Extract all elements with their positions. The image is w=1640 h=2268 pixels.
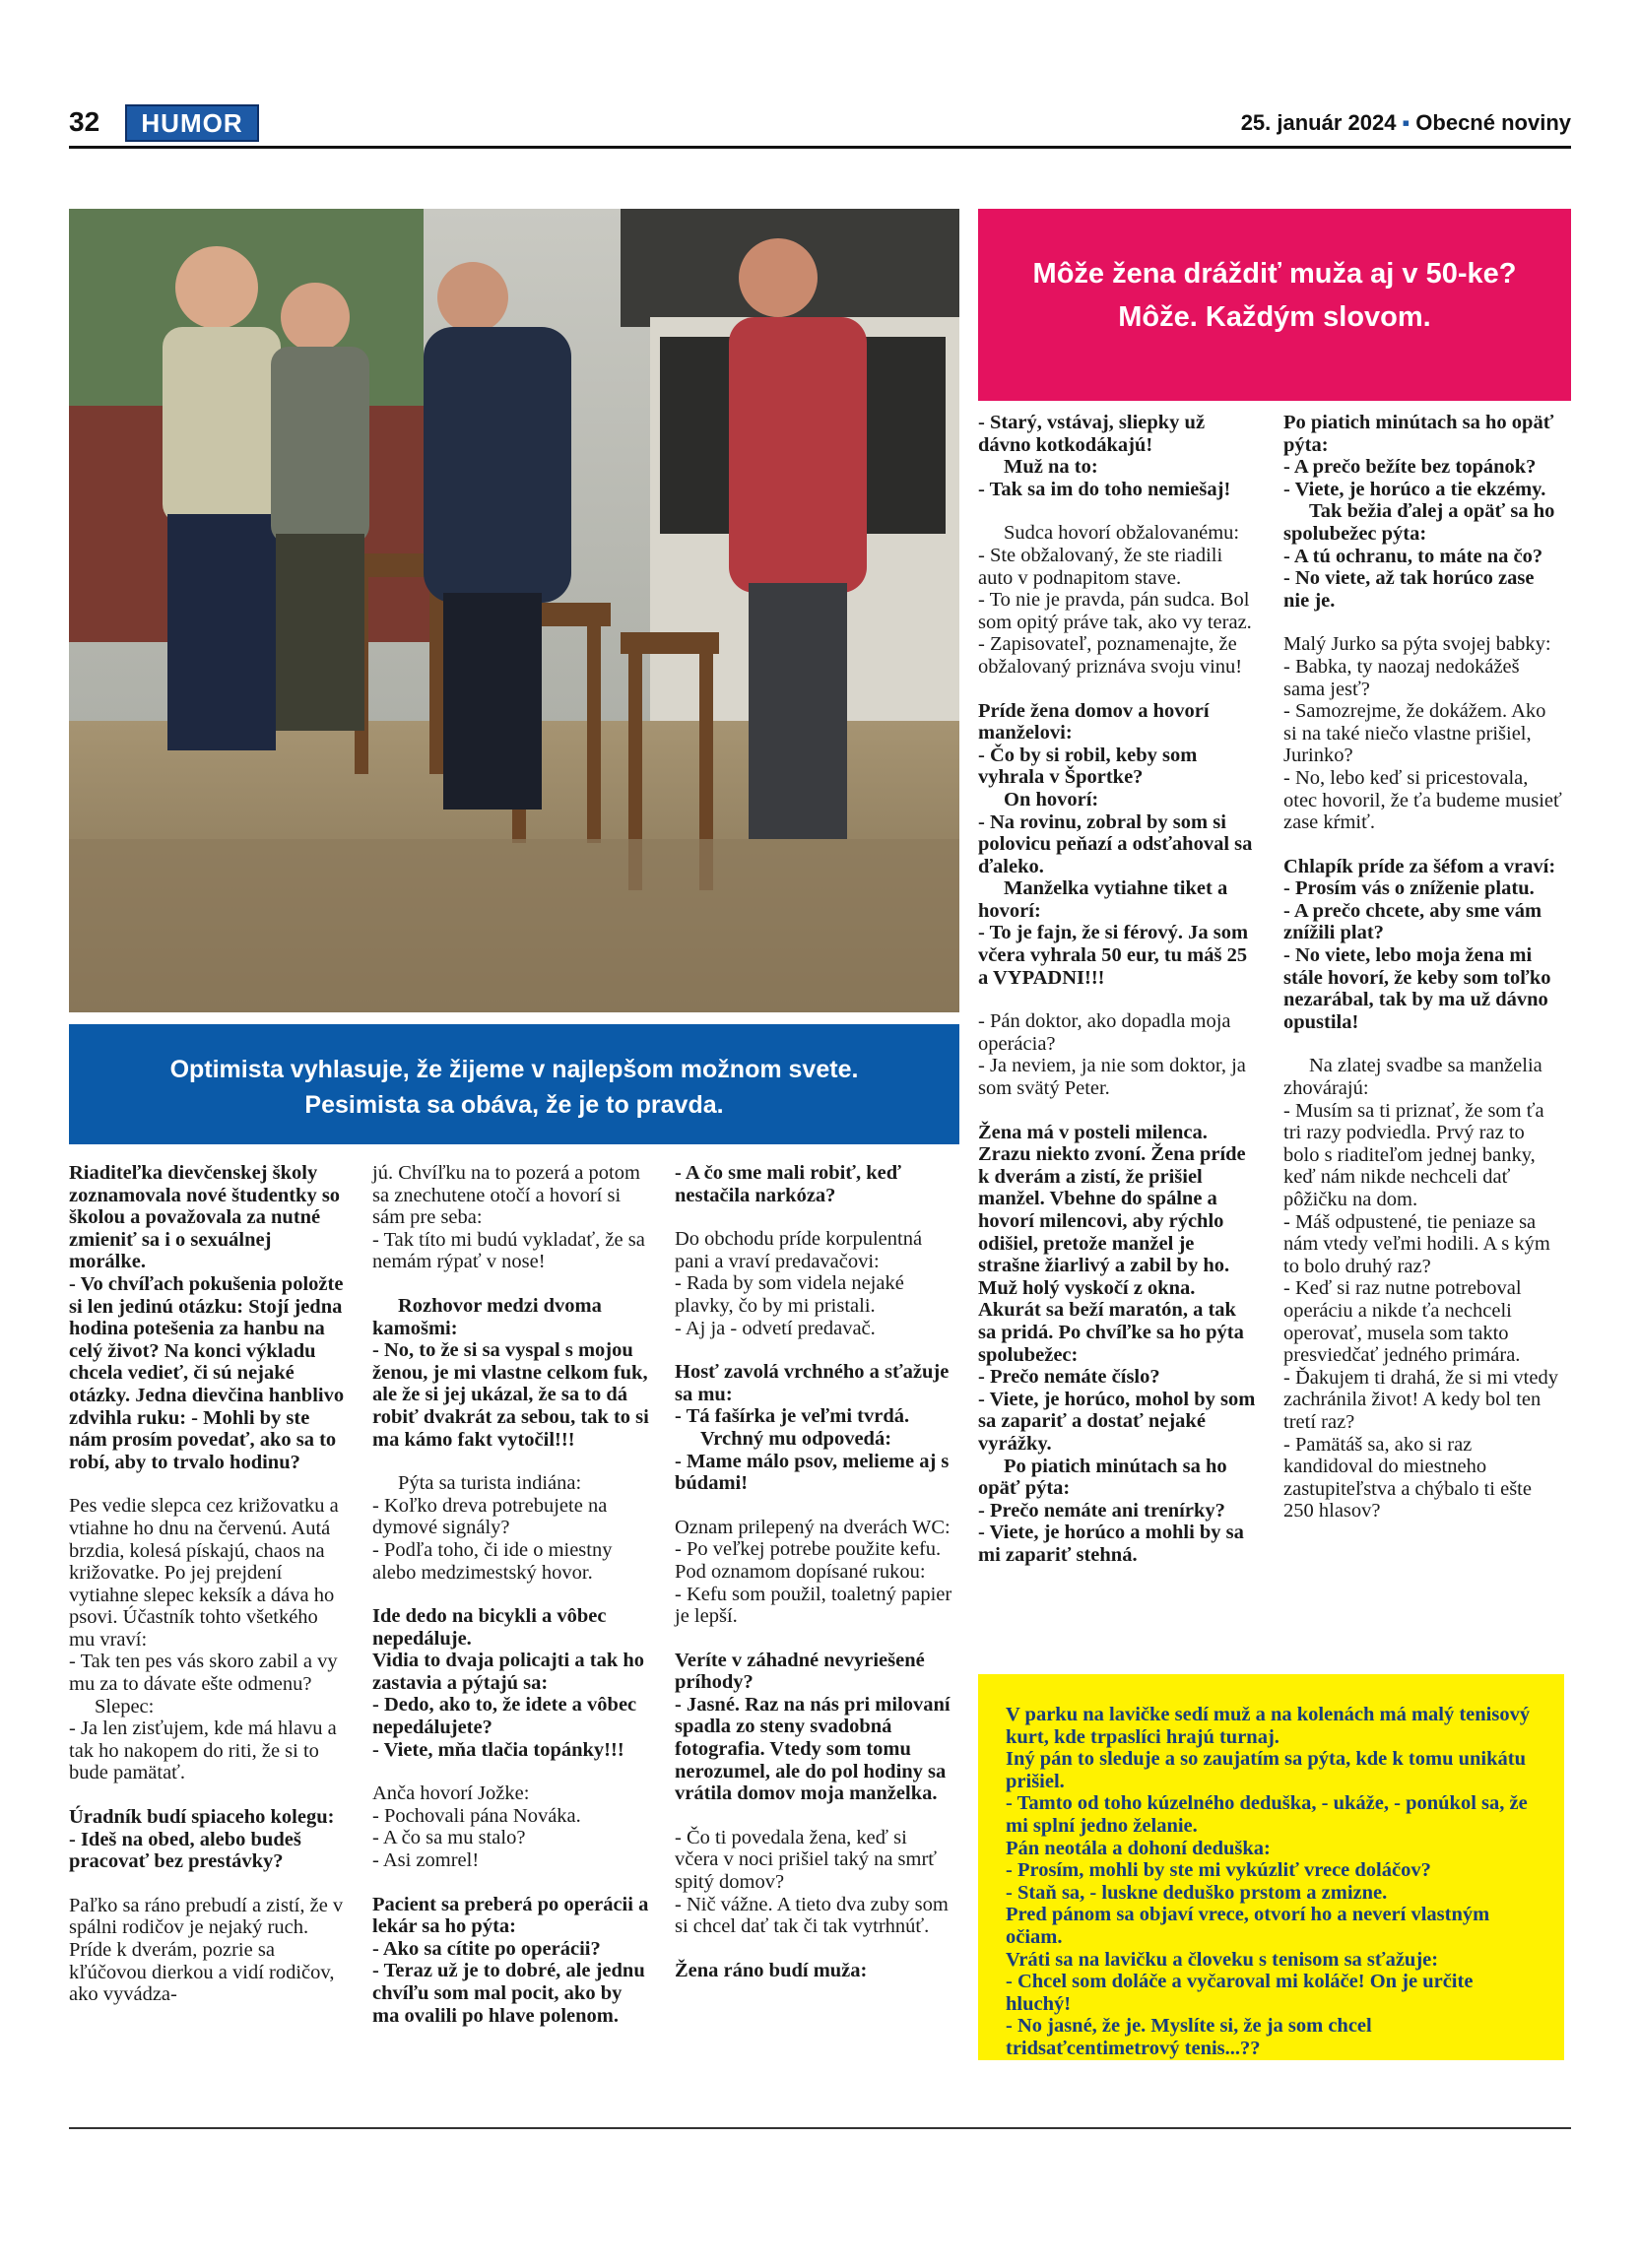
joke-paragraph: - Ako sa cítite po operácii?: [372, 1937, 601, 1960]
joke-paragraph: - Dedo, ako to, že idete a vôbec nepedálujete?: [372, 1694, 637, 1739]
joke-paragraph: - Chcel som doláče a vyčaroval mi koláče! On je určite hluchý!: [1006, 1971, 1474, 2015]
joke-paragraph: Žena má v posteli milenca. Zrazu niekto zvoní. Žena príde k dverám a zistí, že prišiel manžel. Vbehne do spálne a hovorí milencovi, aby rýchlo odišiel, pretože manžel je strašne žiarlivý a zabil by ho. Muž holý vyskočí z okna. Akurát sa beží maratón, a tak sa pridá. Po chvíľke sa ho pýta spolubežec:: [978, 1121, 1246, 1366]
joke-paragraph: - Staň sa, - luskne deduško prstom a zmizne.: [1006, 1881, 1388, 1904]
joke-paragraph: - Keď si raz nutne potreboval operáciu a nikde ťa nechceli operovať, musela som takto presviedčať jedného primára.: [1283, 1277, 1522, 1367]
joke-paragraph: - Ďakujem ti drahá, že si mi vtedy zachránila život! A kedy bol ten tretí raz?: [1283, 1366, 1558, 1433]
joke-paragraph: - Tak ten pes vás skoro zabil a vy mu za to dávate ešte odmenu?: [69, 1651, 338, 1696]
joke-paragraph: - Tak sa im do toho nemiešaj!: [978, 478, 1231, 500]
joke-paragraph: - A prečo chcete, aby sme vám znížili plat?: [1283, 899, 1542, 944]
joke-paragraph: Po piatich minútach sa ho opäť pýta:: [978, 1455, 1227, 1500]
paragraph-gap: [978, 500, 1257, 522]
joke-paragraph: - No, lebo keď si pricestovala, otec hovoril, že ťa budeme musieť zase kŕmiť.: [1283, 766, 1562, 834]
page-number: 32: [69, 106, 100, 137]
paragraph-gap: [675, 1628, 953, 1650]
joke-paragraph: Rozhovor medzi dvoma kamošmi:: [372, 1294, 602, 1339]
joke-paragraph: - A tú ochranu, to máte na čo?: [1283, 545, 1543, 567]
joke-paragraph: - No, to že si sa vyspal s mojou ženou, je mi vlastne celkom fuk, ale že si jej ukázal, že sa to dá robiť dvakrát za sebou, tak to si ma kámo fakt vytočil!!!: [372, 1339, 649, 1451]
joke-paragraph: Anča hovorí Jožke:: [372, 1782, 530, 1805]
joke-paragraph: - To nie je pravda, pán sudca. Bol som opitý práve tak, ako vy teraz.: [978, 589, 1252, 633]
paragraph-gap: [69, 1784, 348, 1806]
joke-paragraph: - Viete, je horúco a mohli by sa mi zapariť stehná.: [978, 1522, 1244, 1566]
paragraph-gap: [675, 1495, 953, 1517]
joke-paragraph: Iný pán to sleduje a so zaujatím sa pýta, kde k tomu unikátu prišiel.: [1006, 1748, 1526, 1792]
paragraph-gap: [372, 1584, 651, 1605]
paragraph-gap: [69, 1473, 348, 1495]
joke-paragraph: Paľko sa ráno prebudí a zistí, že v spálni rodičov je nejaký ruch. Príde k dverám, pozrie sa kľúčovou dierkou a vidí rodičov, ako vyvádza-: [69, 1894, 344, 2006]
joke-paragraph: Tak bežia ďalej a opäť sa ho spolubežec pýta:: [1283, 500, 1555, 545]
paragraph-gap: [978, 1100, 1257, 1122]
publication-name: Obecné noviny: [1415, 110, 1571, 135]
joke-paragraph: - Pán doktor, ako dopadla moja operácia?: [978, 1010, 1231, 1055]
text-column-2: [372, 1162, 651, 2027]
joke-paragraph: Pán neotála a dohoní deduška:: [1006, 1837, 1271, 1859]
flood-bar-photo: [69, 209, 959, 1012]
masthead-info: [1241, 110, 1571, 136]
joke-paragraph: Ide dedo na bicykli a vôbec nepedáluje.: [372, 1605, 607, 1650]
optimist-line: Optimista vyhlasuje, že žijeme v najlepšom možnom svete.: [169, 1056, 859, 1083]
joke-paragraph: - Pamätáš sa, ako si raz kandidoval do miestneho zastupiteľstva a chýbalo ti ešte 250 hlasov?: [1283, 1433, 1532, 1523]
joke-paragraph: V parku na lavičke sedí muž a na kolenách má malý tenisový kurt, kde trpaslíci hrajú turnaj.: [1006, 1704, 1531, 1748]
optimist-caption-box: [69, 1024, 959, 1144]
joke-paragraph: - Prečo nemáte ani trenírky?: [978, 1499, 1225, 1522]
photo-illustration-icon: [69, 209, 959, 1012]
paragraph-gap: [372, 1761, 651, 1782]
joke-paragraph: Úradník budí spiaceho kolegu:: [69, 1806, 335, 1829]
paragraph-gap: [978, 679, 1257, 700]
joke-paragraph: Vrchný mu odpovedá:: [700, 1427, 892, 1450]
paragraph-gap: [675, 1938, 953, 1960]
joke-paragraph: - Zapisovateľ, poznamenajte, že obžalovaný priznáva svoju vinu!: [978, 633, 1243, 678]
joke-paragraph: jú. Chvíľku na to pozerá a potom sa znechutene otočí a hovorí si sám pre seba:: [372, 1162, 640, 1229]
joke-paragraph: Chlapík príde za šéfom a vraví:: [1283, 855, 1556, 877]
joke-paragraph: Riaditeľka dievčenskej školy zoznamovala nové študentky so školou a považovala za nutné zmieniť sa i o sexuálnej morálke.: [69, 1162, 341, 1273]
joke-paragraph: Na zlatej svadbe sa manželia zhovárajú:: [1283, 1055, 1542, 1100]
joke-paragraph: - Viete, je horúco, mohol by som sa zapariť a dostať nejaké vyrážky.: [978, 1388, 1256, 1455]
joke-paragraph: - Teraz už je to dobré, ale jednu chvíľu som mal pocit, ako by ma ovalili po hlave polenom.: [372, 1960, 645, 2027]
text-column-3: [675, 1162, 953, 1981]
headline-joke-box: [978, 209, 1571, 401]
joke-paragraph: - Pochovali pána Nováka.: [372, 1804, 581, 1827]
paragraph-gap: [675, 1339, 953, 1361]
headline-answer: Môže. Každým slovom.: [1118, 301, 1431, 333]
text-column-1: [69, 1162, 348, 2006]
joke-paragraph: - Po veľkej potrebe použite kefu.: [675, 1538, 942, 1561]
joke-paragraph: - Koľko dreva potrebujete na dymové signály?: [372, 1494, 608, 1539]
joke-paragraph: Pacient sa preberá po operácii a lekár sa ho pýta:: [372, 1893, 649, 1938]
joke-paragraph: Oznam prilepený na dverách WC:: [675, 1516, 951, 1538]
paragraph-gap: [675, 1206, 953, 1228]
text-column-5: [1283, 412, 1562, 1523]
joke-paragraph: Pred pánom sa objaví vrece, otvorí ho a neverí vlastným očiam.: [1006, 1904, 1490, 1948]
joke-paragraph: - Musím sa ti priznať, že som ťa tri razy podviedla. Prvý raz to bolo s riaditeľom jednej banky, keď nám nikde nechceli dať pôžičku na dom.: [1283, 1099, 1544, 1210]
issue-date: 25. január 2024: [1240, 110, 1397, 135]
joke-paragraph: - Starý, vstávaj, sliepky už dávno kotkodákajú!: [978, 412, 1206, 456]
joke-paragraph: - Tá fašírka je veľmi tvrdá.: [675, 1405, 910, 1428]
joke-paragraph: Vidia to dvaja policajti a tak ho zastavia a pýtajú sa:: [372, 1650, 645, 1694]
joke-paragraph: - Na rovinu, zobral by som si polovicu peňazí a odsťahoval sa ďaleko.: [978, 810, 1253, 877]
joke-paragraph: Muž na to:: [1004, 456, 1098, 479]
joke-paragraph: - Kefu som použil, toaletný papier je lepší.: [675, 1583, 952, 1628]
joke-paragraph: - Jasné. Raz na nás pri milovaní spadla zo steny svadobná fotografia. Vtedy som tomu nerozumel, ale do pol hodiny sa vrátila domov moja manželka.: [675, 1693, 951, 1805]
joke-paragraph: - Čo by si robil, keby som vyhrala v Športke?: [978, 744, 1198, 789]
joke-paragraph: Po piatich minútach sa ho opäť pýta:: [1283, 412, 1554, 456]
joke-paragraph: - Tak títo mi budú vykladať, že sa nemám rýpať v nose!: [372, 1228, 645, 1273]
joke-paragraph: Pod oznamom dopísané rukou:: [675, 1560, 926, 1583]
joke-paragraph: - Prosím vás o zníženie platu.: [1283, 877, 1535, 900]
paragraph-gap: [1283, 612, 1562, 633]
joke-paragraph: - Samozrejme, že dokážem. Ako si na také niečo vlastne prišiel, Jurinko?: [1283, 700, 1546, 767]
joke-paragraph: Príde žena domov a hovorí manželovi:: [978, 699, 1210, 745]
paragraph-gap: [978, 989, 1257, 1010]
joke-paragraph: Veríte v záhadné nevyriešené príhody?: [675, 1649, 925, 1694]
pessimist-line: Pesimista sa obáva, že je to pravda.: [304, 1091, 724, 1119]
paragraph-gap: [1283, 1033, 1562, 1055]
joke-paragraph: - A čo sme mali robiť, keď nestačila narkóza?: [675, 1162, 901, 1206]
separator-dot: ▪: [1402, 110, 1410, 135]
paragraph-gap: [372, 1451, 651, 1472]
joke-paragraph: Do obchodu príde korpulentná pani a vraví predavačovi:: [675, 1228, 923, 1272]
paragraph-gap: [675, 1805, 953, 1827]
joke-paragraph: Hosť zavolá vrchného a sťažuje sa mu:: [675, 1361, 950, 1405]
joke-paragraph: - Aj ja - odvetí predavač.: [675, 1317, 876, 1339]
joke-paragraph: Žena ráno budí muža:: [675, 1959, 868, 1981]
joke-paragraph: - Ja len zisťujem, kde má hlavu a tak ho nakopem do riti, že si to bude pamätať.: [69, 1717, 337, 1784]
tennis-joke-box: [978, 1674, 1564, 2060]
joke-paragraph: - Babka, ty naozaj nedokážeš sama jesť?: [1283, 655, 1520, 700]
joke-paragraph: Manželka vytiahne tiket a hovorí:: [978, 877, 1228, 922]
paragraph-gap: [1283, 834, 1562, 856]
joke-paragraph: - Asi zomrel!: [372, 1849, 480, 1872]
joke-paragraph: - Nič vážne. A tieto dva zuby som si chcel dať tak či tak vytrhnúť.: [675, 1893, 949, 1938]
joke-paragraph: - Ste obžalovaný, že ste riadili auto v podnapitom stave.: [978, 544, 1223, 589]
joke-paragraph: - No viete, lebo moja žena mi stále hovorí, že keby som toľko nezarábal, tak by ma už dávno opustila!: [1283, 944, 1551, 1033]
joke-paragraph: - Čo ti povedala žena, keď si včera v noci prišiel taký na smrť spitý domov?: [675, 1826, 938, 1894]
joke-paragraph: - No viete, až tak horúco zase nie je.: [1283, 567, 1535, 612]
joke-paragraph: Sudca hovorí obžalovanému:: [1004, 522, 1240, 545]
joke-paragraph: Pýta sa turista indiána:: [398, 1472, 582, 1495]
joke-paragraph: - Rada by som videla nejaké plavky, čo by mi pristali.: [675, 1272, 904, 1317]
paragraph-gap: [372, 1872, 651, 1894]
joke-paragraph: Malý Jurko sa pýta svojej babky:: [1283, 633, 1551, 656]
joke-paragraph: - Tamto od toho kúzelného deduška, - ukáže, - ponúkol sa, že mi splní jedno želanie.: [1006, 1792, 1528, 1837]
joke-paragraph: - A čo sa mu stalo?: [372, 1827, 526, 1849]
joke-paragraph: - A prečo bežíte bez topánok?: [1283, 456, 1537, 479]
section-label: HUMOR: [125, 104, 259, 142]
joke-paragraph: - No jasné, že je. Myslíte si, že ja som chcel tridsaťcentimetrový tenis...??: [1006, 2015, 1372, 2059]
joke-paragraph: - Prosím, mohli by ste mi vykúzliť vrece doláčov?: [1006, 1859, 1431, 1882]
paragraph-gap: [372, 1273, 651, 1295]
footer-rule: [69, 2127, 1571, 2129]
text-column-4: [978, 412, 1257, 1567]
joke-paragraph: - Viete, je horúco a tie ekzémy.: [1283, 478, 1546, 500]
joke-paragraph: On hovorí:: [1004, 788, 1099, 810]
joke-paragraph: - Podľa toho, či ide o miestny alebo medzimestský hovor.: [372, 1538, 613, 1584]
headline-question: Môže žena dráždiť muža aj v 50-ke?: [1032, 258, 1517, 290]
joke-paragraph: - To je fajn, že si férový. Ja som včera vyhrala 50 eur, tu máš 25 a VYPADNI!!!: [978, 922, 1249, 989]
joke-paragraph: - Ideš na obed, alebo budeš pracovať bez prestávky?: [69, 1828, 301, 1873]
joke-paragraph: - Ja neviem, ja nie som doktor, ja som svätý Peter.: [978, 1055, 1246, 1100]
paragraph-gap: [69, 1873, 348, 1895]
joke-paragraph: - Viete, mňa tlačia topánky!!!: [372, 1738, 624, 1761]
joke-paragraph: - Vo chvíľach pokušenia položte si len jedinú otázku: Stojí jedna hodina potešenia za hanbu na celý život? Na konci výkladu chcela vedieť, či sú nejaké otázky. Jedna dievčina hanblivo zdvihla ruku: - Mohli by ste nám prosím povedať, ako sa to robí, aby to trvalo hodinu?: [69, 1272, 345, 1473]
joke-paragraph: Pes vedie slepca cez križovatku a vtiahne ho dnu na červenú. Autá brzdia, kolesá pískajú, chaos na križovatke. Po jej prejdení vytiahne slepec keksík a dáva ho psovi. Účastník tohto všetkého mu vraví:: [69, 1495, 339, 1651]
joke-paragraph: Vráti sa na lavičku a človeku s tenisom sa sťažuje:: [1006, 1948, 1439, 1971]
joke-paragraph: - Máš odpustené, tie peniaze sa nám vtedy veľmi hodili. A s kým to bolo druhý raz?: [1283, 1210, 1550, 1277]
header-rule: [69, 146, 1571, 149]
joke-paragraph: - Mame málo psov, melieme aj s búdami!: [675, 1450, 950, 1495]
joke-paragraph: - Prečo nemáte číslo?: [978, 1366, 1160, 1389]
joke-paragraph: Slepec:: [95, 1695, 155, 1717]
